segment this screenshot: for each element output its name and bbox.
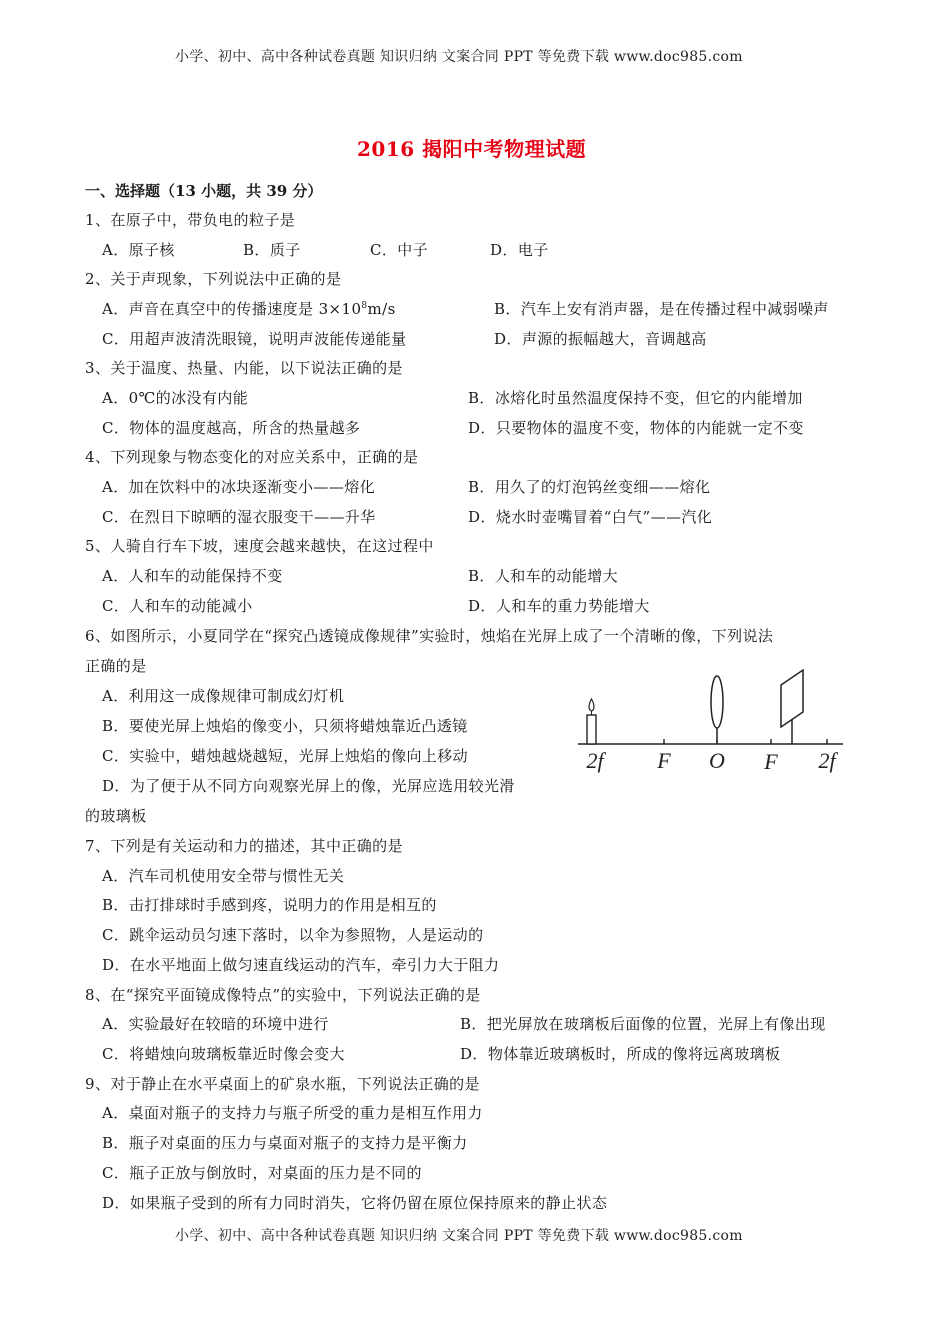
q7-option-d: D．在水平地面上做匀速直线运动的汽车，牵引力大于阻力 [102,956,500,974]
label-2f-left: 2f [586,748,604,773]
q2-option-c: C．用超声波清洗眼镜，说明声波能传递能量 [102,330,407,348]
page-footer: 小学、初中、高中各种试卷真题 知识归纳 文案合同 PPT 等免费下载 www.doc985.com [175,1228,743,1244]
q7-option-c: C．跳伞运动员匀速下落时，以伞为参照物，人是运动的 [102,926,484,944]
q2-option-b: B．汽车上安有消声器，是在传播过程中减弱噪声 [494,300,829,318]
q8-option-b: B．把光屏放在玻璃板后面像的位置，光屏上有像出现 [460,1015,826,1033]
q5-option-c: C．人和车的动能减小 [102,597,253,615]
q1-option-d: D．电子 [490,241,549,259]
label-2f-right: 2f [818,748,836,773]
question-6-stem-cont: 正确的是 [85,657,147,675]
q7-option-b: B．击打排球时手感到疼，说明力的作用是相互的 [102,896,437,914]
page-header: 小学、初中、高中各种试卷真题 知识归纳 文案合同 PPT 等免费下载 www.doc985.com [175,49,743,65]
q8-option-a: A．实验最好在较暗的环境中进行 [102,1015,329,1033]
question-7-stem: 7、下列是有关运动和力的描述，其中正确的是 [85,837,403,855]
q8-option-d: D．物体靠近玻璃板时，所成的像将远离玻璃板 [460,1045,781,1063]
q4-option-c: C．在烈日下晾晒的湿衣服变干——升华 [102,508,376,526]
q2-option-d: D．声源的振幅越大，音调越高 [494,330,707,348]
question-6-stem: 6、如图所示，小夏同学在“探究凸透镜成像规律”实验时，烛焰在光屏上成了一个清晰的像，下列说法 [85,627,774,645]
label-o: O [709,748,725,773]
convex-lens-icon [711,676,723,744]
question-3-stem: 3、关于温度、热量、内能，以下说法正确的是 [85,359,403,377]
q6-option-d: D．为了便于从不同方向观察光屏上的像，光屏应选用较光滑 [102,777,515,795]
label-f-right: F [764,749,778,774]
question-9-stem: 9、对于静止在水平桌面上的矿泉水瓶，下列说法正确的是 [85,1075,480,1093]
q6-option-c: C．实验中，蜡烛越烧越短，光屏上烛焰的像向上移动 [102,747,469,765]
screen-icon [781,670,803,744]
q8-option-c: C．将蜡烛向玻璃板靠近时像会变大 [102,1045,345,1063]
label-f-left: F [657,748,671,773]
q2-option-a: A．声音在真空中的传播速度是 $3\times 10^8m/s$ [102,300,396,318]
q5-option-a: A．人和车的动能保持不变 [102,567,283,585]
q4-option-d: D．烧水时壶嘴冒着“白气”——汽化 [468,508,713,526]
q3-option-c: C．物体的温度越高，所含的热量越多 [102,419,361,437]
q3-option-b: B．冰熔化时虽然温度保持不变，但它的内能增加 [468,389,803,407]
q1-option-c: C．中子 [370,241,429,259]
q3-option-a: A．0℃的冰没有内能 [102,389,249,407]
section-heading: 一、选择题（13 小题，共 39 分） [85,182,323,200]
candle-icon [587,699,596,744]
q3-option-d: D．只要物体的温度不变，物体的内能就一定不变 [468,419,804,437]
page-title: 2016 揭阳中考物理试题 [357,137,587,161]
q9-option-b: B．瓶子对桌面的压力与桌面对瓶子的支持力是平衡力 [102,1134,468,1152]
question-8-stem: 8、在“探究平面镜成像特点”的实验中，下列说法正确的是 [85,986,481,1004]
question-5-stem: 5、人骑自行车下坡，速度会越来越快，在这过程中 [85,537,434,555]
q1-option-b: B．质子 [243,241,301,259]
q6-option-a: A．利用这一成像规律可制成幻灯机 [102,687,345,705]
q5-option-b: B．人和车的动能增大 [468,567,619,585]
q6-option-d-cont: 的玻璃板 [85,807,147,825]
q1-option-a: A．原子核 [102,241,175,259]
lens-diagram [575,665,850,780]
question-2-stem: 2、关于声现象，下列说法中正确的是 [85,270,342,288]
q4-option-b: B．用久了的灯泡钨丝变细——熔化 [468,478,711,496]
q6-option-b: B．要使光屏上烛焰的像变小，只须将蜡烛靠近凸透镜 [102,717,468,735]
q4-option-a: A．加在饮料中的冰块逐渐变小——熔化 [102,478,376,496]
q9-option-c: C．瓶子正放与倒放时，对桌面的压力是不同的 [102,1164,422,1182]
q9-option-a: A．桌面对瓶子的支持力与瓶子所受的重力是相互作用力 [102,1104,483,1122]
q5-option-d: D．人和车的重力势能增大 [468,597,650,615]
question-4-stem: 4、下列现象与物态变化的对应关系中，正确的是 [85,448,419,466]
q9-option-d: D．如果瓶子受到的所有力同时消失，它将仍留在原位保持原来的静止状态 [102,1194,608,1212]
q7-option-a: A．汽车司机使用安全带与惯性无关 [102,867,345,885]
question-1-stem: 1、在原子中，带负电的粒子是 [85,211,296,229]
